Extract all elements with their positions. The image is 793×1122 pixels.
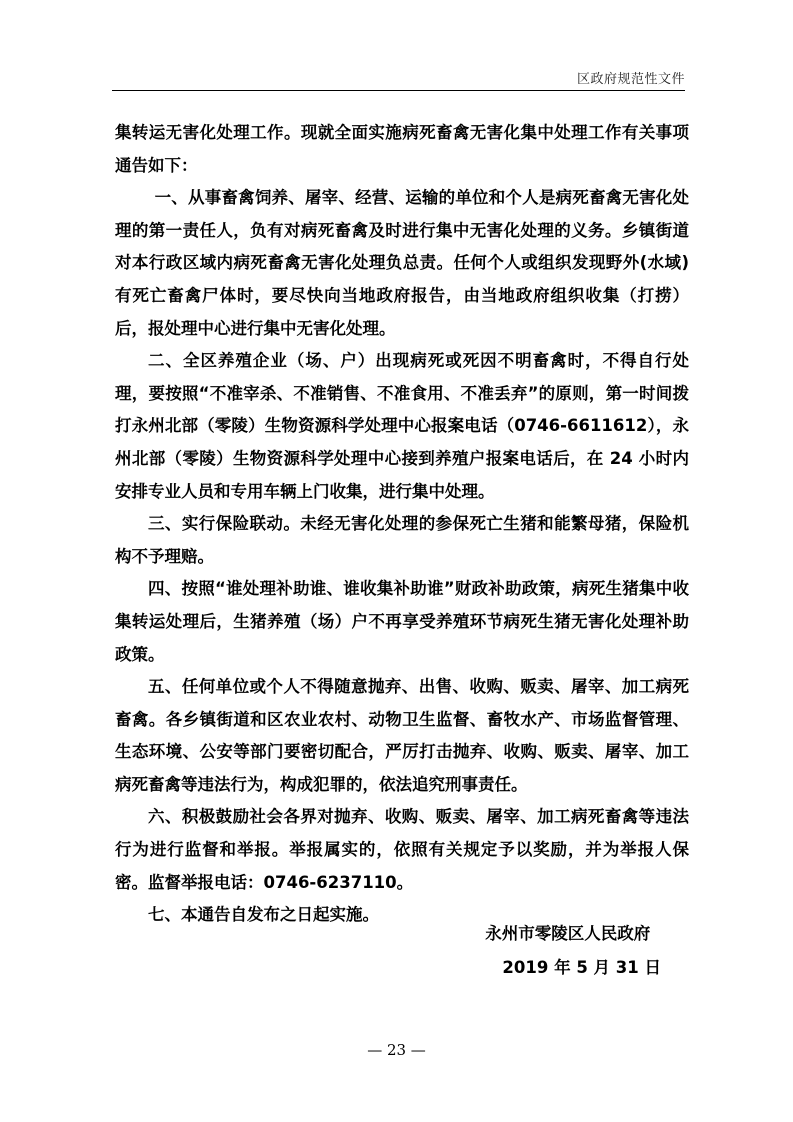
clause-2: 二、全区养殖企业（场、户）出现病死或死因不明畜禽时，不得自行处理，要按照“不准宰杀、不准销售、不准食用、不准丢弃”的原则，第一时间拨打永州北部（零陵）生物资源科学处理中心报案电话（0746-6611612），永州北部（零陵）生物资源科学处理中心接到养殖户报案电话后，在 24 小时内安排专业人员和专用车辆上门收集，进行集中处理。 xyxy=(115,351,689,501)
clause-3: 三、实行保险联动。未经无害化处理的参保死亡生猪和能繁母猪，保险机构不予理赔。 xyxy=(115,514,689,566)
clause-6: 六、积极鼓励社会各界对抛弃、收购、贩卖、屠宰、加工病死畜禽等违法行为进行监督和举报。举报属实的，依照有关规定予以奖励，并为举报人保密。监督举报电话：0746-6237110。 xyxy=(115,807,689,892)
header-divider xyxy=(112,90,685,91)
clause-1: 一、从事畜禽饲养、屠宰、经营、运输的单位和个人是病死畜禽无害化处理的第一责任人，负有对病死畜禽及时进行集中无害化处理的义务。乡镇街道对本行政区域内病死畜禽无害化处理负总责。任何个人或组织发现野外(水域)有死亡畜禽尸体时，要尽快向当地政府报告，由当地政府组织收集（打捞）后，报处理中心进行集中无害化处理。 xyxy=(115,188,689,338)
document-category-label: 区政府规范性文件 xyxy=(576,72,685,87)
issue-date: 2019 年 5 月 31 日 xyxy=(502,958,661,977)
page-number: — 23 — xyxy=(367,1041,426,1059)
intro-paragraph: 集转运无害化处理工作。现就全面实施病死畜禽无害化集中处理工作有关事项通告如下： xyxy=(115,123,689,175)
clause-4: 四、按照“谁处理补助谁、谁收集补助谁”财政补助政策，病死生猪集中收集转运处理后，生猪养殖（场）户不再享受养殖环节病死生猪无害化处理补助政策。 xyxy=(115,579,689,664)
issuing-authority: 永州市零陵区人民政府 xyxy=(485,924,651,943)
signature-block xyxy=(474,917,661,985)
clause-7: 七、本通告自发布之日起实施。 xyxy=(148,905,379,925)
document-body xyxy=(115,117,689,932)
clause-5: 五、任何单位或个人不得随意抛弃、出售、收购、贩卖、屠宰、加工病死畜禽。各乡镇街道和区农业农村、动物卫生监督、畜牧水产、市场监督管理、生态环境、公安等部门要密切配合，严厉打击抛弃、收购、贩卖、屠宰、加工病死畜禽等违法行为，构成犯罪的，依法追究刑事责任。 xyxy=(115,677,689,794)
